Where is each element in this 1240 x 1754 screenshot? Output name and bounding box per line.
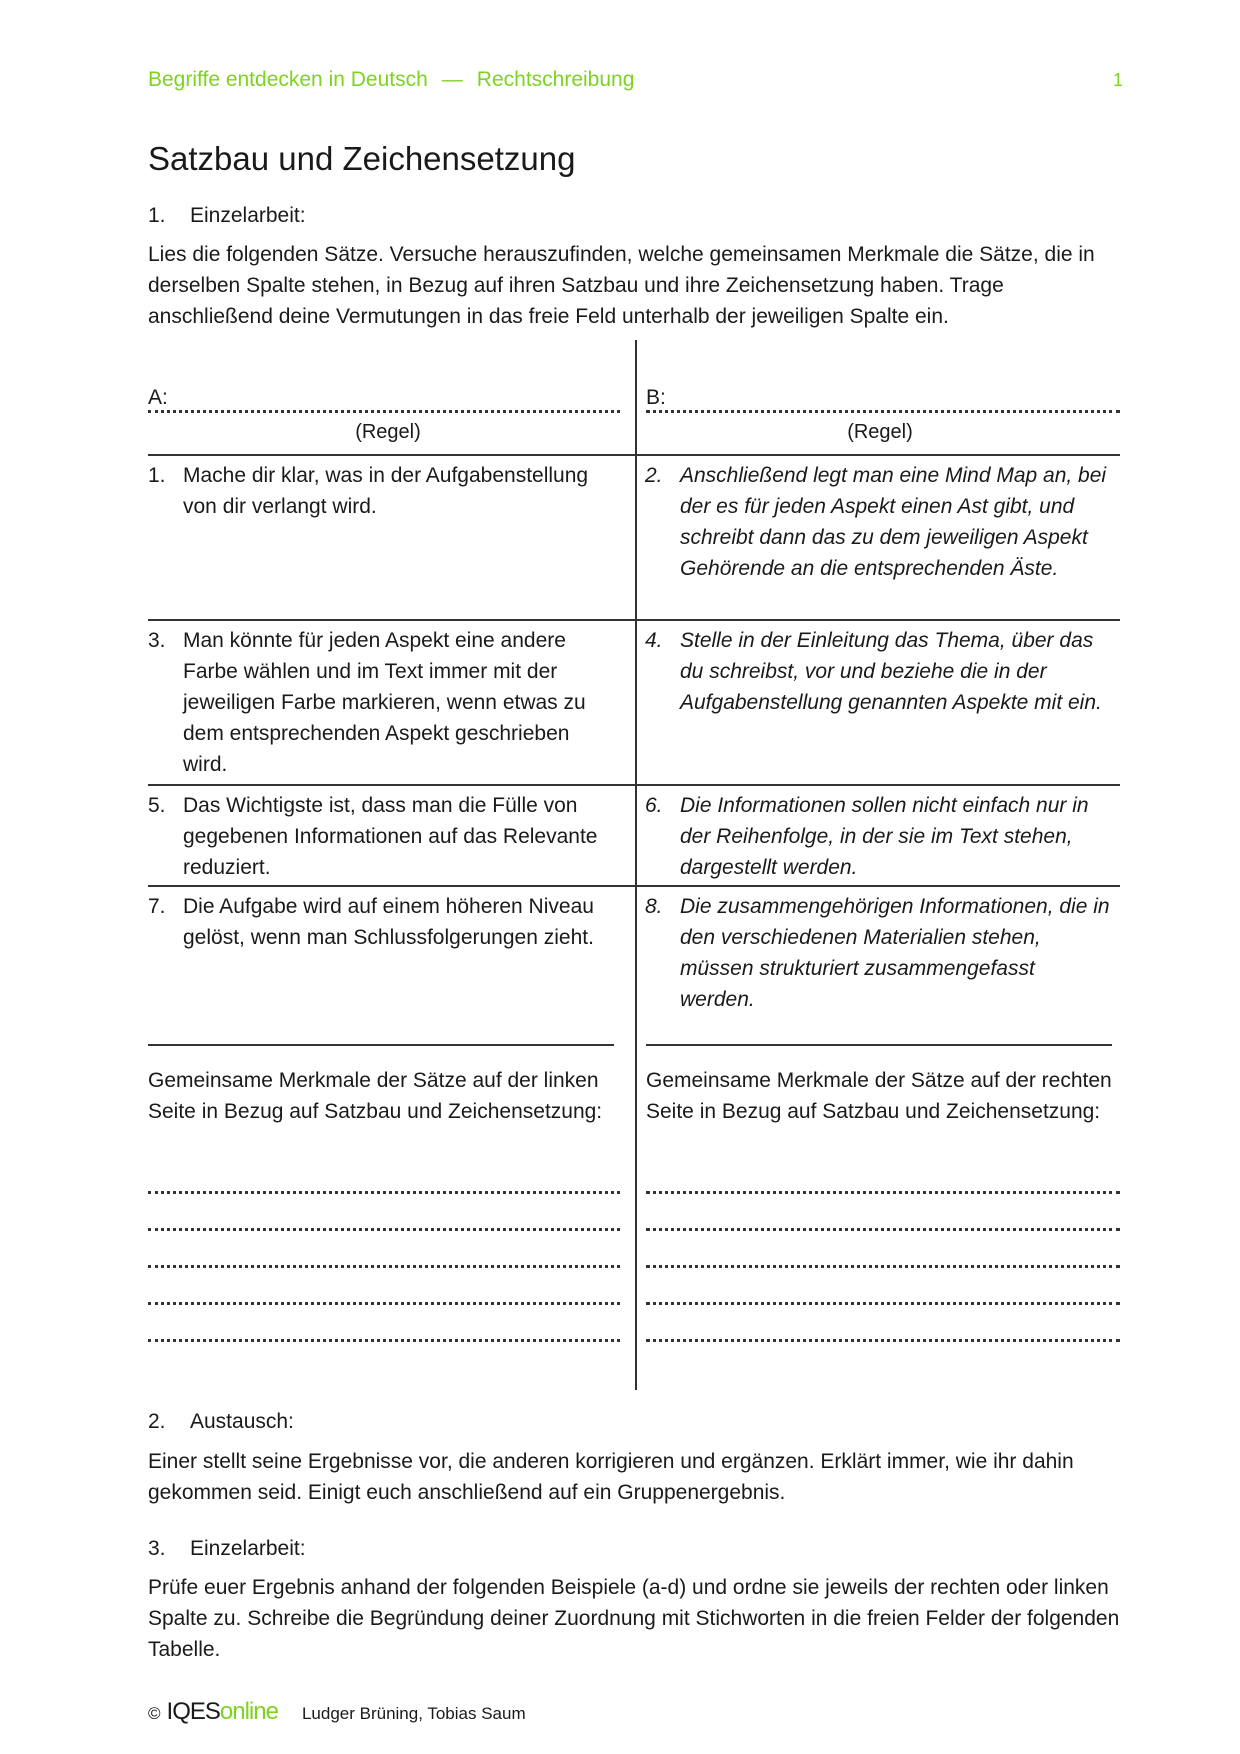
- task2-instructions: Einer stellt seine Ergebnisse vor, die anderen korrigieren und ergänzen. Erklärt immer, wie ihr dahin gekommen seid. Einigt euch anschließend auf ein Gruppenergebnis.: [148, 1450, 1074, 1504]
- sentence-left-1: [148, 460, 618, 522]
- sentence-right-2: [645, 460, 1115, 584]
- sentence-left-7: [148, 891, 618, 953]
- sentence-text: Mache dir klar, was in der Aufgabenstellung von dir verlangt wird.: [183, 464, 589, 518]
- topic-title: Rechtschreibung: [476, 68, 635, 91]
- authors: Ludger Brüning, Tobias Saum: [301, 1704, 526, 1723]
- header-separator: —: [441, 68, 463, 91]
- task3-instructions: Prüfe euer Ergebnis anhand der folgenden Beispiele (a-d) und ordne sie jeweils der rechten oder linken Spalte zu. Schreibe die Begründung deiner Zuordnung mit Stichworten in die freien Felder der folgenden Tabelle.: [148, 1576, 1120, 1661]
- column-b-rule-hint: (Regel): [847, 421, 913, 443]
- running-header: [148, 68, 634, 92]
- answer-line-right[interactable]: [646, 1302, 1120, 1305]
- summary-prompt-right: Gemeinsame Merkmale der Sätze auf der rechten Seite in Bezug auf Satzbau und Zeichensetzung:: [646, 1069, 1112, 1123]
- answer-line-right[interactable]: [646, 1339, 1120, 1342]
- sentence-text: Das Wichtigste ist, dass man die Fülle von gegebenen Informationen auf das Relevante reduziert.: [183, 794, 598, 879]
- column-divider: [635, 340, 637, 1390]
- table-row-divider: [148, 454, 1120, 456]
- sentence-text: Die Informationen sollen nicht einfach nur in der Reihenfolge, in der sie im Text stehen, dargestellt werden.: [680, 794, 1089, 879]
- task3-heading: [148, 1537, 306, 1561]
- sentence-number: 7.: [148, 895, 166, 918]
- series-title: Begriffe entdecken in Deutsch: [148, 68, 428, 91]
- table-row-divider: [148, 784, 1120, 786]
- sentence-right-8: [645, 891, 1115, 1015]
- task2-number: 2.: [148, 1410, 166, 1433]
- page-number: 1: [1113, 70, 1124, 90]
- task2-title: Austausch:: [190, 1410, 294, 1433]
- sentence-number: 4.: [645, 629, 663, 652]
- column-b-rule-field[interactable]: [646, 410, 1120, 413]
- sentence-right-4: [645, 625, 1115, 718]
- sentence-number: 6.: [645, 794, 663, 817]
- summary-prompt-left: Gemeinsame Merkmale der Sätze auf der linken Seite in Bezug auf Satzbau und Zeichensetzung:: [148, 1069, 603, 1123]
- sentence-number: 8.: [645, 895, 663, 918]
- footer: [148, 1698, 526, 1726]
- task3-number: 3.: [148, 1537, 166, 1560]
- sentence-text: Man könnte für jeden Aspekt eine andere Farbe wählen und im Text immer mit der jeweiligen Farbe markieren, wenn etwas zu dem entsprechenden Aspekt geschrieben wird.: [183, 629, 586, 776]
- column-a-rule-hint: (Regel): [355, 421, 421, 443]
- answer-line-right[interactable]: [646, 1228, 1120, 1231]
- column-b-label: B:: [646, 386, 666, 409]
- summary-divider-right: [646, 1044, 1112, 1046]
- task3-title: Einzelarbeit:: [190, 1537, 306, 1560]
- task1-instructions: Lies die folgenden Sätze. Versuche herauszufinden, welche gemeinsamen Merkmale die Sätze, die in derselben Spalte stehen, in Bezug auf ihren Satzbau und ihre Zeichensetzung haben. Trage anschließend deine Vermutungen in das freie Feld unterhalb der jeweiligen Spalte ein.: [148, 243, 1095, 328]
- task1-number: 1.: [148, 204, 166, 227]
- answer-line-left[interactable]: [148, 1191, 620, 1194]
- sentence-left-5: [148, 790, 618, 883]
- iqes-logo: [167, 1698, 278, 1726]
- answer-line-left[interactable]: [148, 1265, 620, 1268]
- table-row-divider: [148, 885, 1120, 887]
- sentence-text: Stelle in der Einleitung das Thema, über das du schreibst, vor und beziehe die in der Aufgabenstellung genannten Aspekte mit ein.: [680, 629, 1102, 714]
- sentence-right-6: [645, 790, 1115, 883]
- task1-title: Einzelarbeit:: [190, 204, 306, 227]
- answer-line-left[interactable]: [148, 1228, 620, 1231]
- answer-line-left[interactable]: [148, 1302, 620, 1305]
- column-a-label: A:: [148, 386, 168, 409]
- sentence-text: Anschließend legt man eine Mind Map an, bei der es für jeden Aspekt einen Ast gibt, und schreibt dann das zu dem jeweiligen Aspekt Gehörende an die entsprechenden Äste.: [680, 464, 1107, 580]
- sentence-number: 2.: [645, 464, 663, 487]
- answer-line-right[interactable]: [646, 1191, 1120, 1194]
- copyright-symbol: ©: [148, 1704, 161, 1723]
- task2-heading: [148, 1410, 294, 1434]
- sentence-text: Die zusammengehörigen Informationen, die in den verschiedenen Materialien stehen, müssen strukturiert zusammengefasst werden.: [680, 895, 1110, 1011]
- summary-divider-left: [148, 1044, 614, 1046]
- sentence-number: 1.: [148, 464, 166, 487]
- answer-line-left[interactable]: [148, 1339, 620, 1342]
- answer-line-right[interactable]: [646, 1265, 1120, 1268]
- sentence-left-3: [148, 625, 618, 780]
- sentence-number: 3.: [148, 629, 166, 652]
- sentence-number: 5.: [148, 794, 166, 817]
- logo-text-online: online: [219, 1698, 278, 1725]
- sentence-text: Die Aufgabe wird auf einem höheren Niveau gelöst, wenn man Schlussfolgerungen zieht.: [183, 895, 594, 949]
- logo-text-iqes: IQES: [166, 1698, 220, 1725]
- page-title: Satzbau und Zeichensetzung: [148, 140, 576, 177]
- task1-heading: [148, 204, 306, 228]
- column-a-rule-field[interactable]: [148, 410, 620, 413]
- table-row-divider: [148, 619, 1120, 621]
